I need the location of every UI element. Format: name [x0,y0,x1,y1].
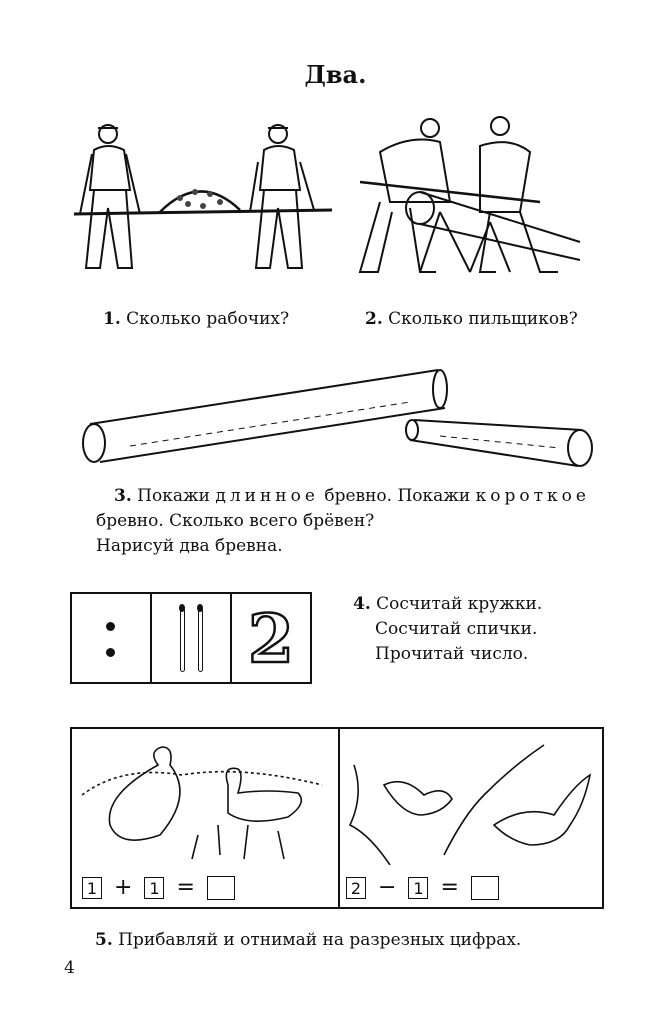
question-3-part1: Покажи [137,486,210,506]
dot [106,648,115,657]
question-4-line1: Сосчитай кружки. [376,594,543,614]
digit-cell [232,594,310,682]
digit-tile[interactable]: 2 [346,877,366,899]
answer-box[interactable] [471,876,499,900]
sparrows-illustration [344,735,600,865]
match-icon [198,608,203,672]
match-icon [180,608,185,672]
question-4-number: 4. [353,594,371,614]
minus-sign: − [378,875,397,900]
question-1-text: Сколько рабочих? [126,309,290,329]
dots-cell [72,594,152,682]
question-5-text: Прибавляй и отнимай на разрезных цифрах. [118,930,522,950]
box-divider [338,729,340,907]
question-1 [103,309,289,329]
question-5 [95,930,521,950]
question-3-line2: бревно. Сколько всего брёвен? [96,511,375,531]
digit-tile[interactable]: 1 [408,877,428,899]
sawyers-illustration [340,112,602,282]
birds-box [70,727,604,909]
digit-tile[interactable]: 1 [144,877,164,899]
question-3-number: 3. [114,486,132,506]
digit-two: 2 [248,600,294,678]
page-title: Два. [304,60,367,89]
question-2-number: 2. [365,309,383,329]
question-3-word-long: длинное [215,486,319,506]
question-4-line3: Прочитай число. [375,644,529,664]
dot [106,622,115,631]
question-3-part2: бревно. Покажи [324,486,471,506]
matches-cell [152,594,232,682]
workers-carrying-illustration [70,118,332,288]
subtraction-equation [346,875,499,900]
question-3 [96,484,616,559]
addition-equation [82,875,235,900]
answer-box[interactable] [207,876,235,900]
equals-sign: = [440,875,459,900]
question-4 [353,592,542,667]
plus-sign: + [114,875,133,900]
logs-illustration [70,366,600,470]
digit-tile[interactable]: 1 [82,877,102,899]
question-1-number: 1. [103,309,121,329]
question-2 [365,309,578,329]
question-2-text: Сколько пильщиков? [388,309,578,329]
geese-illustration [78,735,332,865]
counting-box [70,592,312,684]
question-3-line3: Нарисуй два бревна. [96,536,283,556]
question-3-word-short: короткое [475,486,590,506]
question-5-number: 5. [95,930,113,950]
page-number: 4 [64,958,75,978]
question-4-line2: Сосчитай спички. [375,619,538,639]
equals-sign: = [176,875,195,900]
